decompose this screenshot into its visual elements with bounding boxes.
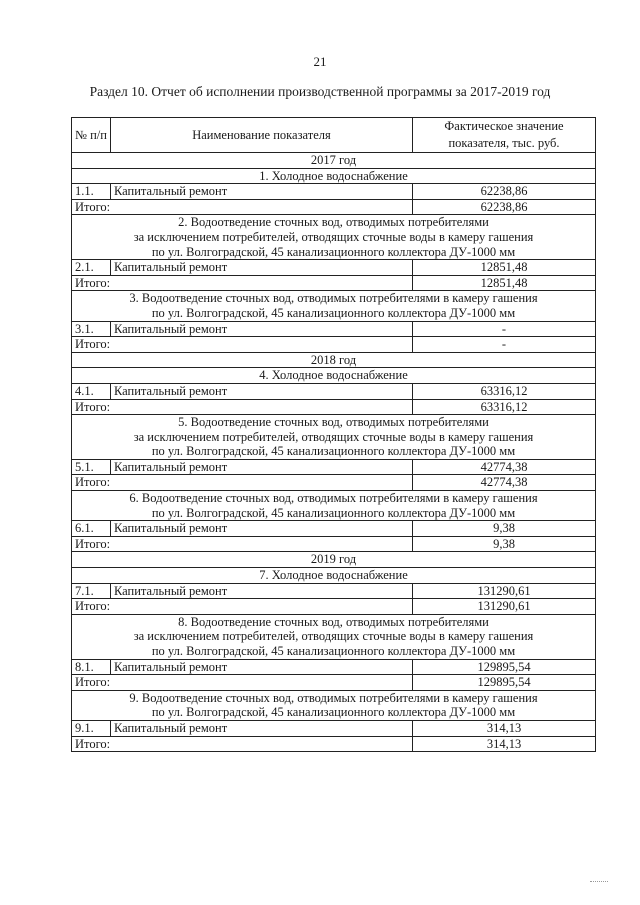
section-title-line: 6. Водоотведение сточных вод, отводимых потребителями в камеру гашения <box>129 491 538 506</box>
total-row <box>72 599 596 615</box>
section-title-line: по ул. Волгоградской, 45 канализационного коллектора ДУ-1000 мм <box>151 444 516 459</box>
row-value: 129895,54 <box>413 659 596 675</box>
row-num: 2.1. <box>72 260 111 276</box>
section-title-line: 2. Водоотведение сточных вод, отводимых потребителями <box>178 215 489 230</box>
report-table <box>71 117 596 752</box>
row-name: Капитальный ремонт <box>111 184 413 200</box>
total-label: Итого: <box>72 675 413 691</box>
row-name: Капитальный ремонт <box>111 583 413 599</box>
table-row <box>72 521 596 537</box>
row-num: 1.1. <box>72 184 111 200</box>
section-title-row <box>72 690 596 720</box>
section-title <box>72 168 596 184</box>
total-label: Итого: <box>72 199 413 215</box>
row-num: 5.1. <box>72 459 111 475</box>
header-value-line2: показателя, тыс. руб. <box>448 136 560 150</box>
table-row <box>72 321 596 337</box>
section-title-row <box>72 215 596 260</box>
section-title-line: 7. Холодное водоснабжение <box>259 568 408 583</box>
total-value: 63316,12 <box>413 399 596 415</box>
row-value: 62238,86 <box>413 184 596 200</box>
header-value-line1: Фактическое значение <box>444 119 564 133</box>
section-title-line: 4. Холодное водоснабжение <box>259 368 408 383</box>
section-title-line: 8. Водоотведение сточных вод, отводимых потребителями <box>178 614 489 629</box>
total-row <box>72 736 596 752</box>
row-value: 42774,38 <box>413 459 596 475</box>
table-header-row <box>72 118 596 153</box>
row-name: Капитальный ремонт <box>111 260 413 276</box>
section-title-row <box>72 168 596 184</box>
row-num: 8.1. <box>72 659 111 675</box>
section-title <box>72 568 596 584</box>
section-title <box>72 690 596 720</box>
section-title <box>72 415 596 460</box>
total-row <box>72 399 596 415</box>
year-row <box>72 352 596 368</box>
table-row <box>72 184 596 200</box>
row-name: Капитальный ремонт <box>111 459 413 475</box>
page-title: Раздел 10. Отчет об исполнении производственной программы за 2017-2019 год <box>89 84 551 99</box>
row-value: 12851,48 <box>413 260 596 276</box>
row-name: Капитальный ремонт <box>111 659 413 675</box>
total-value: 129895,54 <box>413 675 596 691</box>
row-num: 4.1. <box>72 383 111 399</box>
section-title <box>72 215 596 260</box>
section-title-line: за исключением потребителей, отводящих сточные воды в камеру гашения <box>133 629 534 644</box>
section-title-row <box>72 491 596 521</box>
header-value <box>413 118 596 153</box>
scan-artifact <box>590 881 608 883</box>
year-label: 2019 год <box>72 552 596 568</box>
row-value: - <box>413 321 596 337</box>
row-name: Капитальный ремонт <box>111 383 413 399</box>
row-num: 3.1. <box>72 321 111 337</box>
table-row <box>72 459 596 475</box>
table-row <box>72 659 596 675</box>
total-value: 131290,61 <box>413 599 596 615</box>
total-row <box>72 536 596 552</box>
total-label: Итого: <box>72 275 413 291</box>
header-name: Наименование показателя <box>111 118 413 153</box>
total-value: 314,13 <box>413 736 596 752</box>
table-row <box>72 583 596 599</box>
section-title-line: за исключением потребителей, отводящих сточные воды в камеру гашения <box>133 429 534 444</box>
header-num: № п/п <box>72 118 111 153</box>
section-title-line: за исключением потребителей, отводящих сточные воды в камеру гашения <box>133 229 534 244</box>
section-title-line: 3. Водоотведение сточных вод, отводимых потребителями в камеру гашения <box>129 291 538 306</box>
total-label: Итого: <box>72 337 413 353</box>
total-label: Итого: <box>72 399 413 415</box>
total-row <box>72 675 596 691</box>
section-title-line: по ул. Волгоградской, 45 канализационного коллектора ДУ-1000 мм <box>151 505 516 520</box>
row-value: 63316,12 <box>413 383 596 399</box>
section-title-line: по ул. Волгоградской, 45 канализационного коллектора ДУ-1000 мм <box>151 244 516 259</box>
total-label: Итого: <box>72 475 413 491</box>
total-value: - <box>413 337 596 353</box>
section-title <box>72 614 596 659</box>
total-value: 42774,38 <box>413 475 596 491</box>
section-title-line: 9. Водоотведение сточных вод, отводимых потребителями в камеру гашения <box>129 690 538 705</box>
section-title-row <box>72 614 596 659</box>
row-value: 131290,61 <box>413 583 596 599</box>
page-number: 21 <box>313 54 327 69</box>
section-title-line: по ул. Волгоградской, 45 канализационного коллектора ДУ-1000 мм <box>151 705 516 720</box>
row-num: 9.1. <box>72 720 111 736</box>
section-title <box>72 291 596 321</box>
row-num: 6.1. <box>72 521 111 537</box>
section-title <box>72 368 596 384</box>
section-title-row <box>72 291 596 321</box>
total-label: Итого: <box>72 736 413 752</box>
row-name: Капитальный ремонт <box>111 521 413 537</box>
row-value: 314,13 <box>413 720 596 736</box>
section-title-line: по ул. Волгоградской, 45 канализационного коллектора ДУ-1000 мм <box>151 644 516 658</box>
row-name: Капитальный ремонт <box>111 720 413 736</box>
section-title-row <box>72 568 596 584</box>
total-row <box>72 475 596 491</box>
section-title-row <box>72 415 596 460</box>
section-title-line: 5. Водоотведение сточных вод, отводимых потребителями <box>178 415 489 430</box>
row-name: Капитальный ремонт <box>111 321 413 337</box>
year-label: 2017 год <box>72 153 596 169</box>
section-title-line: по ул. Волгоградской, 45 канализационного коллектора ДУ-1000 мм <box>151 305 516 320</box>
year-label: 2018 год <box>72 352 596 368</box>
row-value: 9,38 <box>413 521 596 537</box>
total-row <box>72 275 596 291</box>
year-row <box>72 153 596 169</box>
total-value: 12851,48 <box>413 275 596 291</box>
total-label: Итого: <box>72 536 413 552</box>
section-title <box>72 491 596 521</box>
table-row <box>72 383 596 399</box>
table-row <box>72 260 596 276</box>
total-row <box>72 337 596 353</box>
total-value: 62238,86 <box>413 199 596 215</box>
total-row <box>72 199 596 215</box>
row-num: 7.1. <box>72 583 111 599</box>
total-value: 9,38 <box>413 536 596 552</box>
section-title-line: 1. Холодное водоснабжение <box>259 168 408 183</box>
year-row <box>72 552 596 568</box>
total-label: Итого: <box>72 599 413 615</box>
section-title-row <box>72 368 596 384</box>
table-row <box>72 720 596 736</box>
